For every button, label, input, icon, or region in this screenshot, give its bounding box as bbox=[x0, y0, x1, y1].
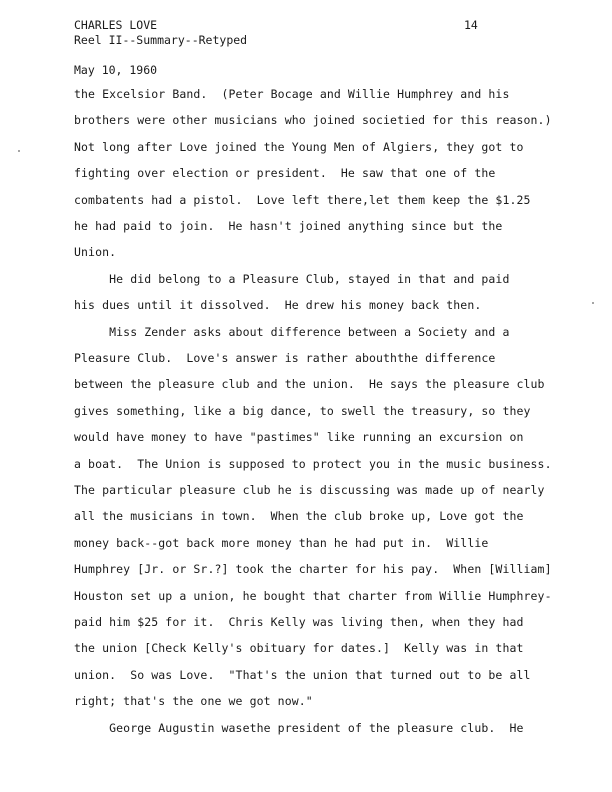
reel-label: Reel II--Summary--Retyped bbox=[74, 33, 248, 47]
transcript-line: brothers were other musicians who joined societied for this reason.) bbox=[74, 113, 552, 128]
transcript-line: paid him $25 for it. Chris Kelly was living then, when they had bbox=[74, 615, 524, 629]
transcript-line: Union. bbox=[74, 245, 117, 260]
transcript-line: a boat. The Union is supposed to protect you in the music business. bbox=[74, 456, 552, 471]
transcript-line: money back--got back more money than he had put in. Willie bbox=[74, 535, 489, 550]
transcript-line: Humphrey [Jr. or Sr.?] took the charter for his pay. When [William] bbox=[74, 562, 552, 577]
interview-date: May 10, 1960 bbox=[74, 63, 158, 77]
transcript-line: Pleasure Club. Love's answer is rather abouththe difference bbox=[74, 351, 496, 365]
transcript-line: all the musicians in town. When the club broke up, Love got the bbox=[74, 509, 524, 524]
transcript-line: would have money to have "pastimes" like running an excursion on bbox=[74, 430, 524, 445]
transcript-line: union. So was Love. "That's the union that turned out to be all bbox=[74, 667, 531, 682]
transcript-line: his dues until it dissolved. He drew his money back then. bbox=[74, 298, 482, 313]
transcript-line: fighting over election or president. He saw that one of the bbox=[74, 166, 496, 181]
transcript-line: Miss Zender asks about difference between a Society and a bbox=[74, 324, 510, 339]
scan-speck bbox=[18, 150, 20, 152]
transcript-line: the Excelsior Band. (Peter Bocage and Willie Humphrey and his bbox=[74, 87, 510, 101]
transcript-line: gives something, like a big dance, to swell the treasury, so they bbox=[74, 403, 531, 418]
interviewee-name: CHARLES LOVE bbox=[74, 18, 158, 32]
transcript-line: The particular pleasure club he is discussing was made up of nearly bbox=[74, 483, 545, 497]
transcript-line: right; that's the one we got now." bbox=[74, 694, 313, 709]
transcript-line: George Augustin wasethe president of the pleasure club. He bbox=[74, 720, 524, 735]
transcript-line: he had paid to join. He hasn't joined anything since but the bbox=[74, 219, 503, 233]
page-number: 14 bbox=[464, 18, 478, 32]
transcript-line: He did belong to a Pleasure Club, stayed in that and paid bbox=[74, 271, 510, 286]
transcript-line: Houston set up a union, he bought that charter from Willie Humphrey- bbox=[74, 588, 552, 603]
transcript-line: between the pleasure club and the union. He says the pleasure club bbox=[74, 377, 545, 392]
transcript-line: combatents had a pistol. Love left there,let them keep the $1.25 bbox=[74, 192, 531, 207]
transcript-line: Not long after Love joined the Young Men of Algiers, they got to bbox=[74, 139, 524, 154]
transcript-line: the union [Check Kelly's obituary for dates.] Kelly was in that bbox=[74, 641, 524, 656]
scan-speck bbox=[592, 302, 594, 304]
